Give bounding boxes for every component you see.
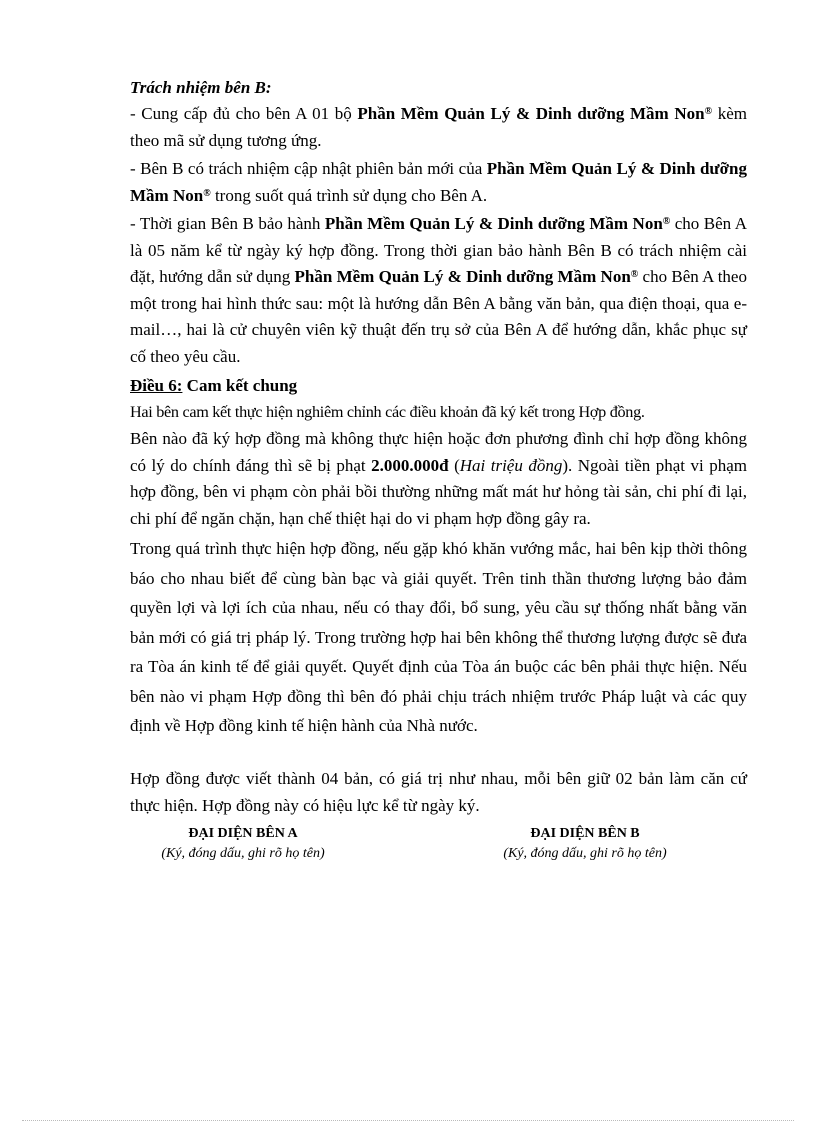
text: ). Ngoài tiền phạt vi phạm hợp đồng, bên vi phạm còn phải bồi thường những mất mát hư hỏng tài sản, chi phí đi lại, chi phí để ngăn chặn, hạn chế thiệt hại do vi phạm hợp đồng gây ra. (130, 455, 747, 528)
registered-mark: ® (662, 216, 671, 227)
party-b-note: (Ký, đóng dấu, ghi rõ họ tên) (503, 846, 667, 861)
section-heading-ben-b: Trách nhiệm bên B: (130, 78, 272, 97)
article-title: Cam kết chung (182, 376, 298, 395)
footer-divider (22, 1120, 794, 1122)
document-page (130, 75, 747, 819)
registered-mark: ® (630, 269, 639, 280)
ben-b-item-3 (130, 211, 747, 370)
registered-mark: ® (704, 106, 713, 117)
product-name: Phần Mềm Quản Lý & Dinh dưỡng Mầm Non (130, 159, 747, 205)
article-6-heading (130, 372, 747, 399)
text: trong suốt quá trình sử dụng cho Bên A. (210, 185, 488, 205)
ben-b-item-1 (130, 101, 747, 154)
penalty-amount-words: Hai triệu đồng (459, 455, 563, 475)
article-6-para-4: Hợp đồng được viết thành 04 bản, có giá trị như nhau, mỗi bên giữ 02 bản làm căn cứ thực hiện. Hợp đồng này có hiệu lực kể từ ngày ký. (130, 768, 747, 815)
text: kèm theo mã sử dụng tương ứng. (130, 104, 747, 150)
penalty-amount: 2.000.000đ (371, 455, 449, 475)
signature-party-a (113, 824, 373, 864)
text: - Thời gian Bên B bảo hành (130, 214, 325, 233)
text: cho Bên A theo một trong hai hình thức sau: một là hướng dẫn Bên A bằng văn bản, qua điện thoại, qua e-mail…, hai là cử chuyên viên kỹ thuật đến trụ sở của Bên A để hướng dẫn, khắc phục sự cố theo yêu cầu. (130, 267, 747, 366)
registered-mark: ® (203, 187, 211, 199)
signature-party-b (455, 824, 715, 864)
ben-b-item-2 (130, 156, 747, 209)
article-6-para-3: Trong quá trình thực hiện hợp đồng, nếu gặp khó khăn vướng mắc, hai bên kịp thời thông báo cho nhau biết để cùng bàn bạc và giải quyết. Trên tinh thần thương lượng bảo đảm quyền lợi và lợi ích của nhau, nếu có thay đổi, bổ sung, yêu cầu sự thống nhất bằng văn bản mới có giá trị pháp lý. Trong trường hợp hai bên không thể thương lượng được sẽ đưa ra Tòa án kinh tế để giải quyết. Quyết định của Tòa án buộc các bên phải thực hiện. Nếu bên nào vi phạm Hợp đồng thì bên đó phải chịu trách nhiệm trước Pháp luật và các quy định về Hợp đồng kinh tế hiện hành của Nhà nước. (130, 539, 747, 735)
text: ( (448, 455, 460, 475)
text: Bên nào đã ký hợp đồng mà không thực hiện hoặc đơn phương đình chỉ hợp đồng không có lý do chính đáng thì sẽ bị phạt (130, 429, 747, 475)
product-name: Phần Mềm Quản Lý & Dinh dưỡng Mầm Non (294, 267, 631, 286)
product-name: Phần Mềm Quản Lý & Dinh dưỡng Mầm Non (324, 214, 663, 233)
party-b-title: ĐẠI DIỆN BÊN B (530, 826, 640, 841)
text: - Cung cấp đủ cho bên A 01 bộ (130, 104, 358, 123)
article-6-para-1: Hai bên cam kết thực hiện nghiêm chỉnh các điều khoản đã ký kết trong Hợp đồng. (130, 403, 645, 421)
article-number: Điều 6: (130, 376, 183, 395)
product-name: Phần Mềm Quản Lý & Dinh dưỡng Mầm Non (357, 104, 705, 123)
article-6-para-2 (130, 426, 747, 532)
text: - Bên B có trách nhiệm cập nhật phiên bản mới của (130, 159, 487, 178)
party-a-note: (Ký, đóng dấu, ghi rõ họ tên) (161, 846, 325, 861)
text: cho Bên A là 05 năm kể từ ngày ký hợp đồng. Trong thời gian bảo hành Bên B có trách nhiệm cài đặt, hướng dẫn sử dụng (130, 214, 747, 286)
party-a-title: ĐẠI DIỆN BÊN A (188, 826, 298, 841)
